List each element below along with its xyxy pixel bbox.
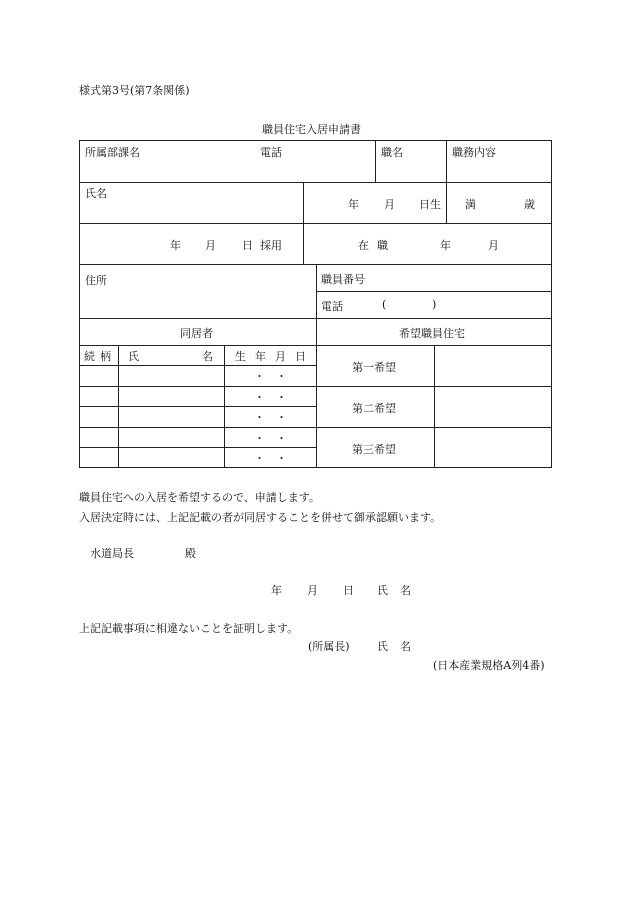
certification-statement: 上記記載事項に相違ないことを証明します。	[79, 622, 299, 635]
age-unit-label: 歳	[524, 198, 535, 211]
row-divider	[80, 182, 551, 183]
col-birth-3: 月	[275, 350, 286, 363]
dept-phone-label: 電話	[260, 146, 282, 159]
col-divider	[303, 182, 304, 223]
address-label: 住所	[85, 274, 107, 287]
paper-size-note: (日本産業規格A列4番)	[433, 659, 545, 672]
birth-year-label: 年	[348, 198, 359, 211]
tenure-year-label: 年	[440, 239, 451, 252]
col-divider	[375, 141, 376, 182]
form-title: 職員住宅入居申請書	[262, 123, 361, 136]
third-choice-label: 第三希望	[352, 443, 396, 456]
application-form-table	[79, 140, 552, 468]
col-divider	[224, 345, 225, 468]
duties-label: 職務内容	[452, 146, 496, 159]
birth-date-dots: ・ ・	[254, 432, 287, 445]
row-divider	[80, 447, 316, 448]
col-birth-2: 年	[255, 350, 266, 363]
hired-label: 採用	[260, 239, 282, 252]
row-divider	[80, 365, 316, 366]
full-age-label: 満	[465, 198, 476, 211]
hire-day-label: 日	[242, 239, 253, 252]
row-divider	[316, 291, 551, 292]
tenure-label-2: 職	[377, 239, 388, 252]
addressee-title: 水道局長	[90, 547, 134, 560]
col-divider	[316, 318, 317, 468]
second-choice-label: 第二希望	[352, 402, 396, 415]
birth-date-dots: ・ ・	[254, 452, 287, 465]
sign-month-label: 月	[307, 584, 318, 597]
col-relation-1: 続	[84, 350, 95, 363]
birth-date-dots: ・ ・	[254, 411, 287, 424]
sign-name-label-1: 氏	[377, 584, 388, 597]
tenure-month-label: 月	[488, 239, 499, 252]
col-name-2: 名	[202, 350, 213, 363]
sign-name-label-2: 名	[400, 584, 411, 597]
addressee-honorific: 殿	[185, 547, 196, 560]
employee-number-label: 職員番号	[321, 273, 365, 286]
desired-housing-header: 希望職員住宅	[399, 327, 465, 340]
col-divider	[118, 345, 119, 468]
head-name-label-2: 名	[400, 640, 411, 653]
col-divider	[446, 141, 447, 223]
first-choice-label: 第一希望	[352, 361, 396, 374]
paren-open: (	[382, 298, 387, 311]
tenure-label-1: 在	[358, 239, 369, 252]
dept-label: 所属部課名	[85, 146, 140, 159]
statement-line-2: 入居決定時には、上記記載の者が同居することを併せて御承認願います。	[79, 511, 442, 524]
birth-day-label: 日生	[419, 198, 441, 211]
col-name-1: 氏	[128, 350, 139, 363]
col-birth-1: 生	[235, 350, 246, 363]
cohabitants-header: 同居者	[180, 327, 213, 340]
department-head-label: (所属長)	[308, 640, 350, 653]
form-number: 様式第3号(第7条関係)	[79, 84, 190, 97]
birth-month-label: 月	[384, 198, 395, 211]
job-title-label: 職名	[381, 146, 403, 159]
row-divider	[80, 223, 551, 224]
col-divider	[316, 264, 317, 318]
sign-day-label: 日	[343, 584, 354, 597]
hire-year-label: 年	[170, 239, 181, 252]
sign-year-label: 年	[271, 584, 282, 597]
col-birth-4: 日	[295, 350, 306, 363]
paren-close: )	[432, 298, 437, 311]
birth-date-dots: ・ ・	[254, 370, 287, 383]
name-label: 氏名	[85, 187, 107, 200]
col-relation-2: 柄	[100, 350, 111, 363]
row-divider	[80, 406, 316, 407]
address-phone-label: 電話	[321, 300, 343, 313]
head-name-label-1: 氏	[377, 640, 388, 653]
birth-date-dots: ・ ・	[254, 391, 287, 404]
col-divider	[303, 223, 304, 264]
col-divider	[434, 345, 435, 468]
hire-month-label: 月	[205, 239, 216, 252]
statement-line-1: 職員住宅への入居を希望するので、申請します。	[79, 491, 320, 504]
